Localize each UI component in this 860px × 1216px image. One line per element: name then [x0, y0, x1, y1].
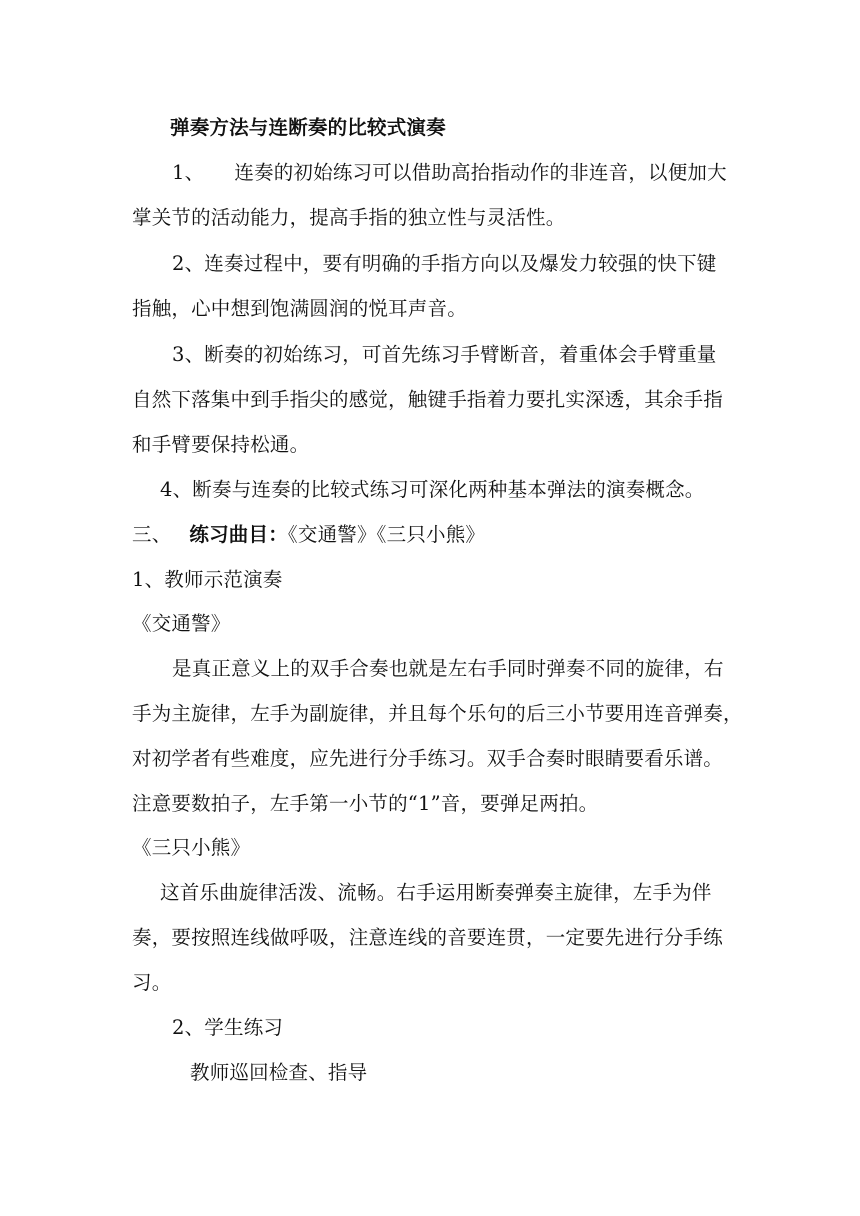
piece-2-line-2: 奏，要按照连线做呼吸，注意连线的音要连贯，一定要先进行分手练	[132, 926, 724, 949]
item-2-line-2: 指触，心中想到饱满圆润的悦耳声音。	[132, 297, 467, 320]
section-heading: 弹奏方法与连断奏的比较式演奏	[170, 116, 446, 139]
item-1-line-2: 掌关节的活动能力，提高手指的独立性与灵活性。	[132, 206, 566, 229]
section-3-heading	[132, 522, 485, 548]
piece-1-title: 《交通警》	[132, 612, 231, 635]
item-4-line-1: 4、断奏与连奏的比较式练习可深化两种基本弹法的演奏概念。	[160, 478, 705, 501]
item-3-line-1: 3、断奏的初始练习，可首先练习手臂断音，着重体会手臂重量	[172, 343, 717, 366]
piece-1-line-1: 是真正意义上的双手合奏也就是左右手同时弹奏不同的旋律，右	[172, 657, 724, 680]
step-2-detail: 教师巡回检查、指导	[190, 1061, 368, 1084]
section-3-label: 练习曲目：	[189, 523, 288, 546]
step-1: 1、教师示范演奏	[132, 568, 283, 591]
piece-1-line-3: 对初学者有些难度，应先进行分手练习。双手合奏时眼睛要看乐谱。	[132, 747, 724, 770]
item-1-text: 连奏的初始练习可以借助高抬指动作的非连音，以便加大	[234, 161, 727, 184]
piece-1-line-2: 手为主旋律，左手为副旋律，并且每个乐句的后三小节要用连音弹奏，	[132, 702, 743, 725]
section-3-titles: 《交通警》《三只小熊》	[287, 523, 486, 546]
piece-2-title: 《三只小熊》	[132, 836, 251, 859]
piece-1-line-4: 注意要数拍子，左手第一小节的“1”音，要弹足两拍。	[132, 792, 599, 815]
section-3-number: 三、	[132, 523, 172, 546]
item-2-line-1: 2、连奏过程中，要有明确的手指方向以及爆发力较强的快下键	[172, 252, 717, 275]
item-3-line-2: 自然下落集中到手指尖的感觉，触键手指着力要扎实深透，其余手指	[132, 388, 724, 411]
piece-2-line-1: 这首乐曲旋律活泼、流畅。右手运用断奏弹奏主旋律，左手为伴	[160, 881, 712, 904]
item-1-number: 1、	[172, 161, 205, 184]
item-1-line-1	[172, 160, 727, 186]
step-2: 2、学生练习	[172, 1016, 284, 1039]
piece-2-line-3: 习。	[132, 971, 172, 994]
item-3-line-3: 和手臂要保持松通。	[132, 433, 310, 456]
